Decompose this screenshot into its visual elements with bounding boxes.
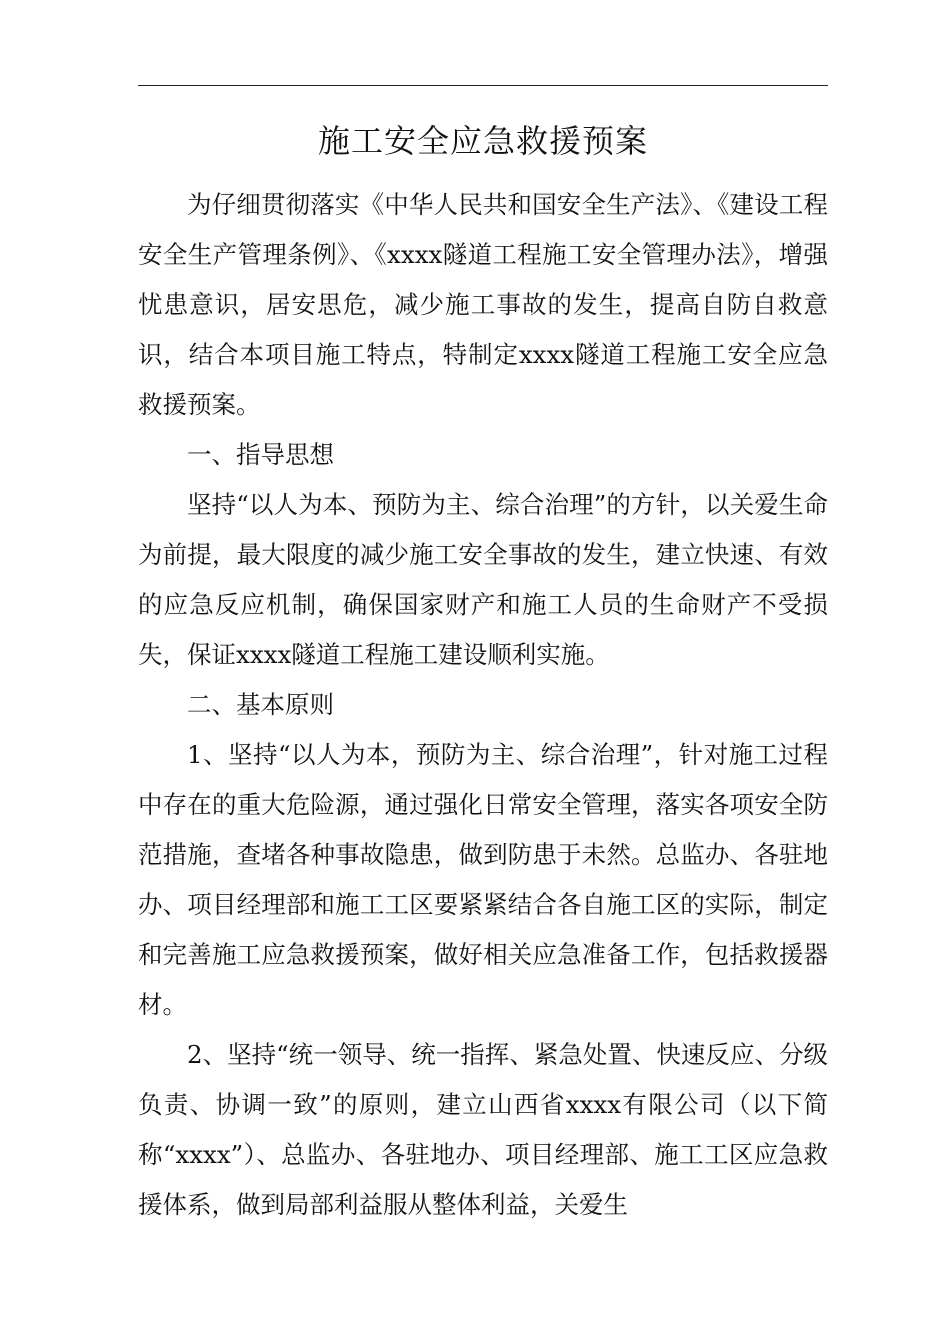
document-title: 施工安全应急救援预案 (317, 122, 648, 160)
guiding-ideology-paragraph: 坚持“以人为本、预防为主、综合治理”的方针，以关爱生命为前提，最大限度的减少施工安全事故的发生，建立快速、有效的应急反应机制，确保国家财产和施工人员的生命财产不受损失，保证xxxx隧道工程施工建设顺利实施。 (138, 490, 828, 669)
section-heading-guiding-ideology: 一、指导思想 (187, 440, 334, 469)
document-body (138, 180, 828, 1230)
principle-2-paragraph: 2、坚持“统一领导、统一指挥、紧急处置、快速反应、分级负责、协调一致”的原则，建立山西省xxxx有限公司（以下简称“xxxx”）、总监办、各驻地办、项目经理部、施工工区应急救援体系，做到局部利益服从整体利益，关爱生 (138, 1040, 828, 1219)
principle-1-paragraph: 1、坚持“以人为本，预防为主、综合治理”，针对施工过程中存在的重大危险源，通过强化日常安全管理，落实各项安全防范措施，查堵各种事故隐患，做到防患于未然。总监办、各驻地办、项目经理部和施工工区要紧紧结合各自施工区的实际，制定和完善施工应急救援预案，做好相关应急准备工作，包括救援器材。 (138, 740, 828, 1019)
intro-paragraph: 为仔细贯彻落实《中华人民共和国安全生产法》、《建设工程安全生产管理条例》、《xxxx隧道工程施工安全管理办法》，增强忧患意识，居安思危，减少施工事故的发生，提高自防自救意识，结合本项目施工特点，特制定xxxx隧道工程施工安全应急救援预案。 (138, 190, 828, 419)
section-heading-basic-principles: 二、基本原则 (187, 690, 334, 719)
header-rule (138, 85, 828, 86)
